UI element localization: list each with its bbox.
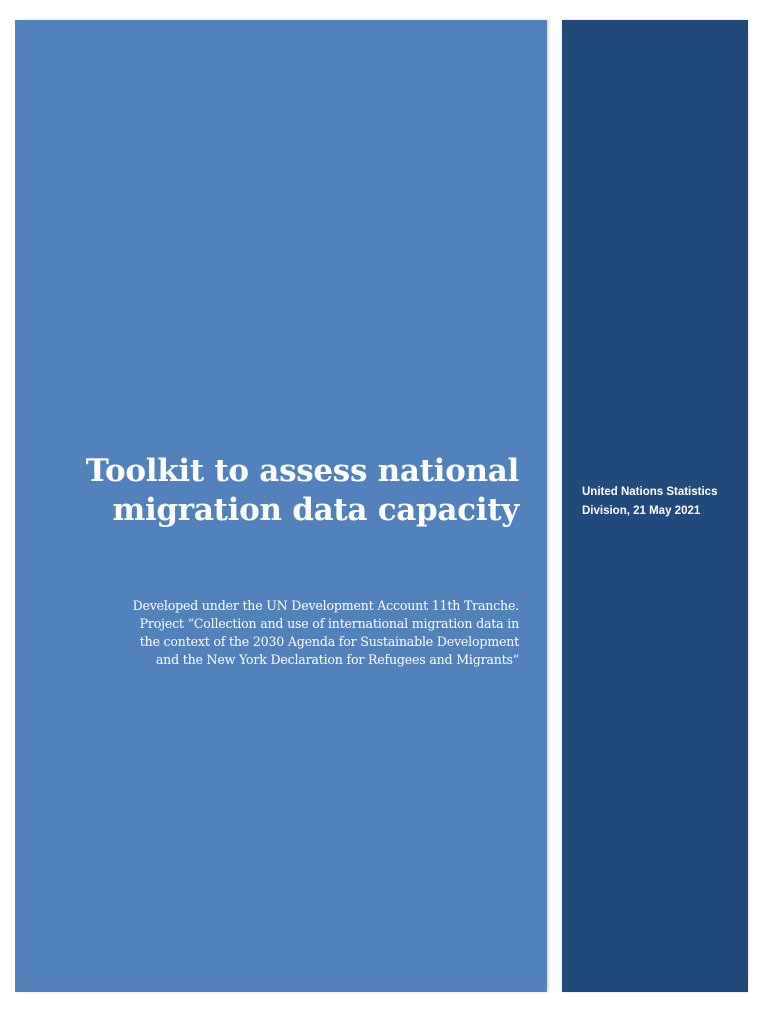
author-line-2: Division, 21 May 2021 (582, 505, 701, 517)
document-subtitle (39, 597, 519, 669)
cover-left-panel (15, 20, 547, 992)
title-line-1: Toolkit to assess national (85, 453, 519, 489)
title-line-2: migration data capacity (112, 492, 519, 528)
subtitle-line-3: the context of the 2030 Agenda for Sustainable Development (139, 634, 519, 649)
author-line-1: United Nations Statistics (582, 486, 718, 498)
author-and-date (582, 483, 742, 521)
cover-right-panel (562, 20, 748, 992)
subtitle-line-2: Project “Collection and use of international migration data in (139, 616, 519, 631)
subtitle-line-4: and the New York Declaration for Refugees and Migrants” (155, 652, 519, 667)
document-title (39, 452, 519, 530)
subtitle-line-1: Developed under the UN Development Account 11th Tranche. (132, 598, 519, 613)
